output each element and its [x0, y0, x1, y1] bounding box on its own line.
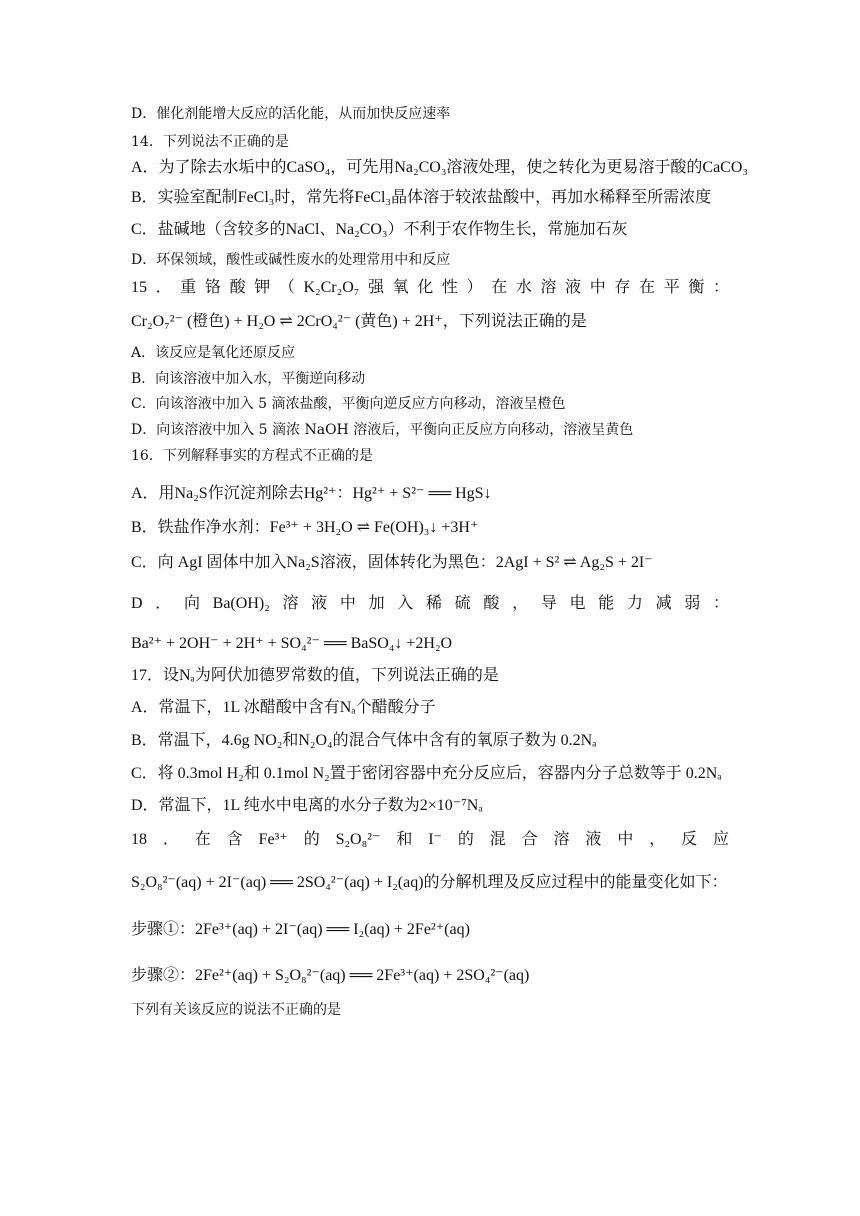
- q17-stem: 17．设Nₐ为阿伏加德罗常数的值，下列说法正确的是: [131, 667, 499, 684]
- q15-stem-line1: 15．重铬酸钾（K₂Cr₂O₇强氧化性）在水溶液中存在平衡：: [131, 279, 729, 296]
- q16-stem: 16．下列解释事实的方程式不正确的是: [131, 448, 373, 464]
- q17-option-a: A．常温下，1L 冰醋酸中含有Nₐ个醋酸分子: [131, 699, 436, 716]
- q13-option-d: D．催化剂能增大反应的活化能，从而加快反应速率: [131, 106, 451, 122]
- q15-stem-line2: Cr₂O₇²⁻ (橙色) + H₂O ⇌ 2CrO₄²⁻ (黄色) + 2H⁺，下列说法正确的是: [131, 313, 587, 330]
- q14-stem: 14．下列说法不正确的是: [131, 134, 289, 150]
- q18-stem-line1: 18．在含Fe³⁺的S₂O₈²⁻和I⁻的混合溶液中，反应: [131, 831, 729, 848]
- q14-option-c: C．盐碱地（含较多的NaCl、Na₂CO₃）不利于农作物生长，常施加石灰: [131, 221, 628, 238]
- q16-option-d-line2: Ba²⁺ + 2OH⁻ + 2H⁺ + SO₄²⁻ ══ BaSO₄↓ +2H₂O: [131, 635, 453, 652]
- q14-option-d: D．环保领域，酸性或碱性废水的处理常用中和反应: [131, 252, 451, 268]
- q18-step2: 步骤②：2Fe²⁺(aq) + S₂O₈²⁻(aq) ══ 2Fe³⁺(aq) + 2SO₄²⁻(aq): [131, 967, 530, 984]
- q14-option-a: A．为了除去水垢中的CaSO₄，可先用Na₂CO₃溶液处理，使之转化为更易溶于酸的CaCO₃: [131, 159, 748, 176]
- q16-option-b: B．铁盐作净水剂：Fe³⁺ + 3H₂O ⇌ Fe(OH)₃↓ +3H⁺: [131, 519, 479, 536]
- q17-option-c: C．将 0.3mol H₂和 0.1mol N₂置于密闭容器中充分反应后，容器内分子总数等于 0.2Nₐ: [131, 765, 722, 782]
- q18-step1: 步骤①：2Fe³⁺(aq) + 2I⁻(aq) ══ I₂(aq) + 2Fe²⁺(aq): [131, 921, 470, 938]
- q16-option-c: C．向 AgI 固体中加入Na₂S溶液，固体转化为黑色：2AgI + S² ⇌ Ag₂S + 2I⁻: [131, 554, 653, 571]
- q15-option-d: D．向该溶液中加入 5 滴浓 NaOH 溶液后，平衡向正反应方向移动，溶液呈黄色: [131, 422, 634, 438]
- q15-option-a: A．该反应是氧化还原反应: [131, 345, 296, 361]
- q15-option-c: C．向该溶液中加入 5 滴浓盐酸，平衡向逆反应方向移动，溶液呈橙色: [131, 396, 566, 412]
- q18-stem-line2: S₂O₈²⁻(aq) + 2I⁻(aq) ══ 2SO₄²⁻(aq) + I₂(aq)的分解机理及反应过程中的能量变化如下：: [131, 874, 728, 891]
- q16-option-a: A．用Na₂S作沉淀剂除去Hg²⁺：Hg²⁺ + S²⁻ ══ HgS↓: [131, 485, 492, 502]
- q18-stem-line3: 下列有关该反应的说法不正确的是: [131, 1002, 341, 1018]
- q15-option-b: B．向该溶液中加入水，平衡逆向移动: [131, 371, 366, 387]
- q16-option-d-line1: D．向Ba(OH)₂溶液中加入稀硫酸，导电能力减弱：: [131, 595, 729, 612]
- q17-option-b: B．常温下，4.6g NO₂和N₂O₄的混合气体中含有的氧原子数为 0.2Nₐ: [131, 732, 597, 749]
- q17-option-d: D．常温下，1L 纯水中电离的水分子数为2×10⁻⁷Nₐ: [131, 797, 483, 814]
- q14-option-b: B．实验室配制FeCl₃时，常先将FeCl₃晶体溶于较浓盐酸中，再加水稀释至所需浓度: [131, 189, 712, 206]
